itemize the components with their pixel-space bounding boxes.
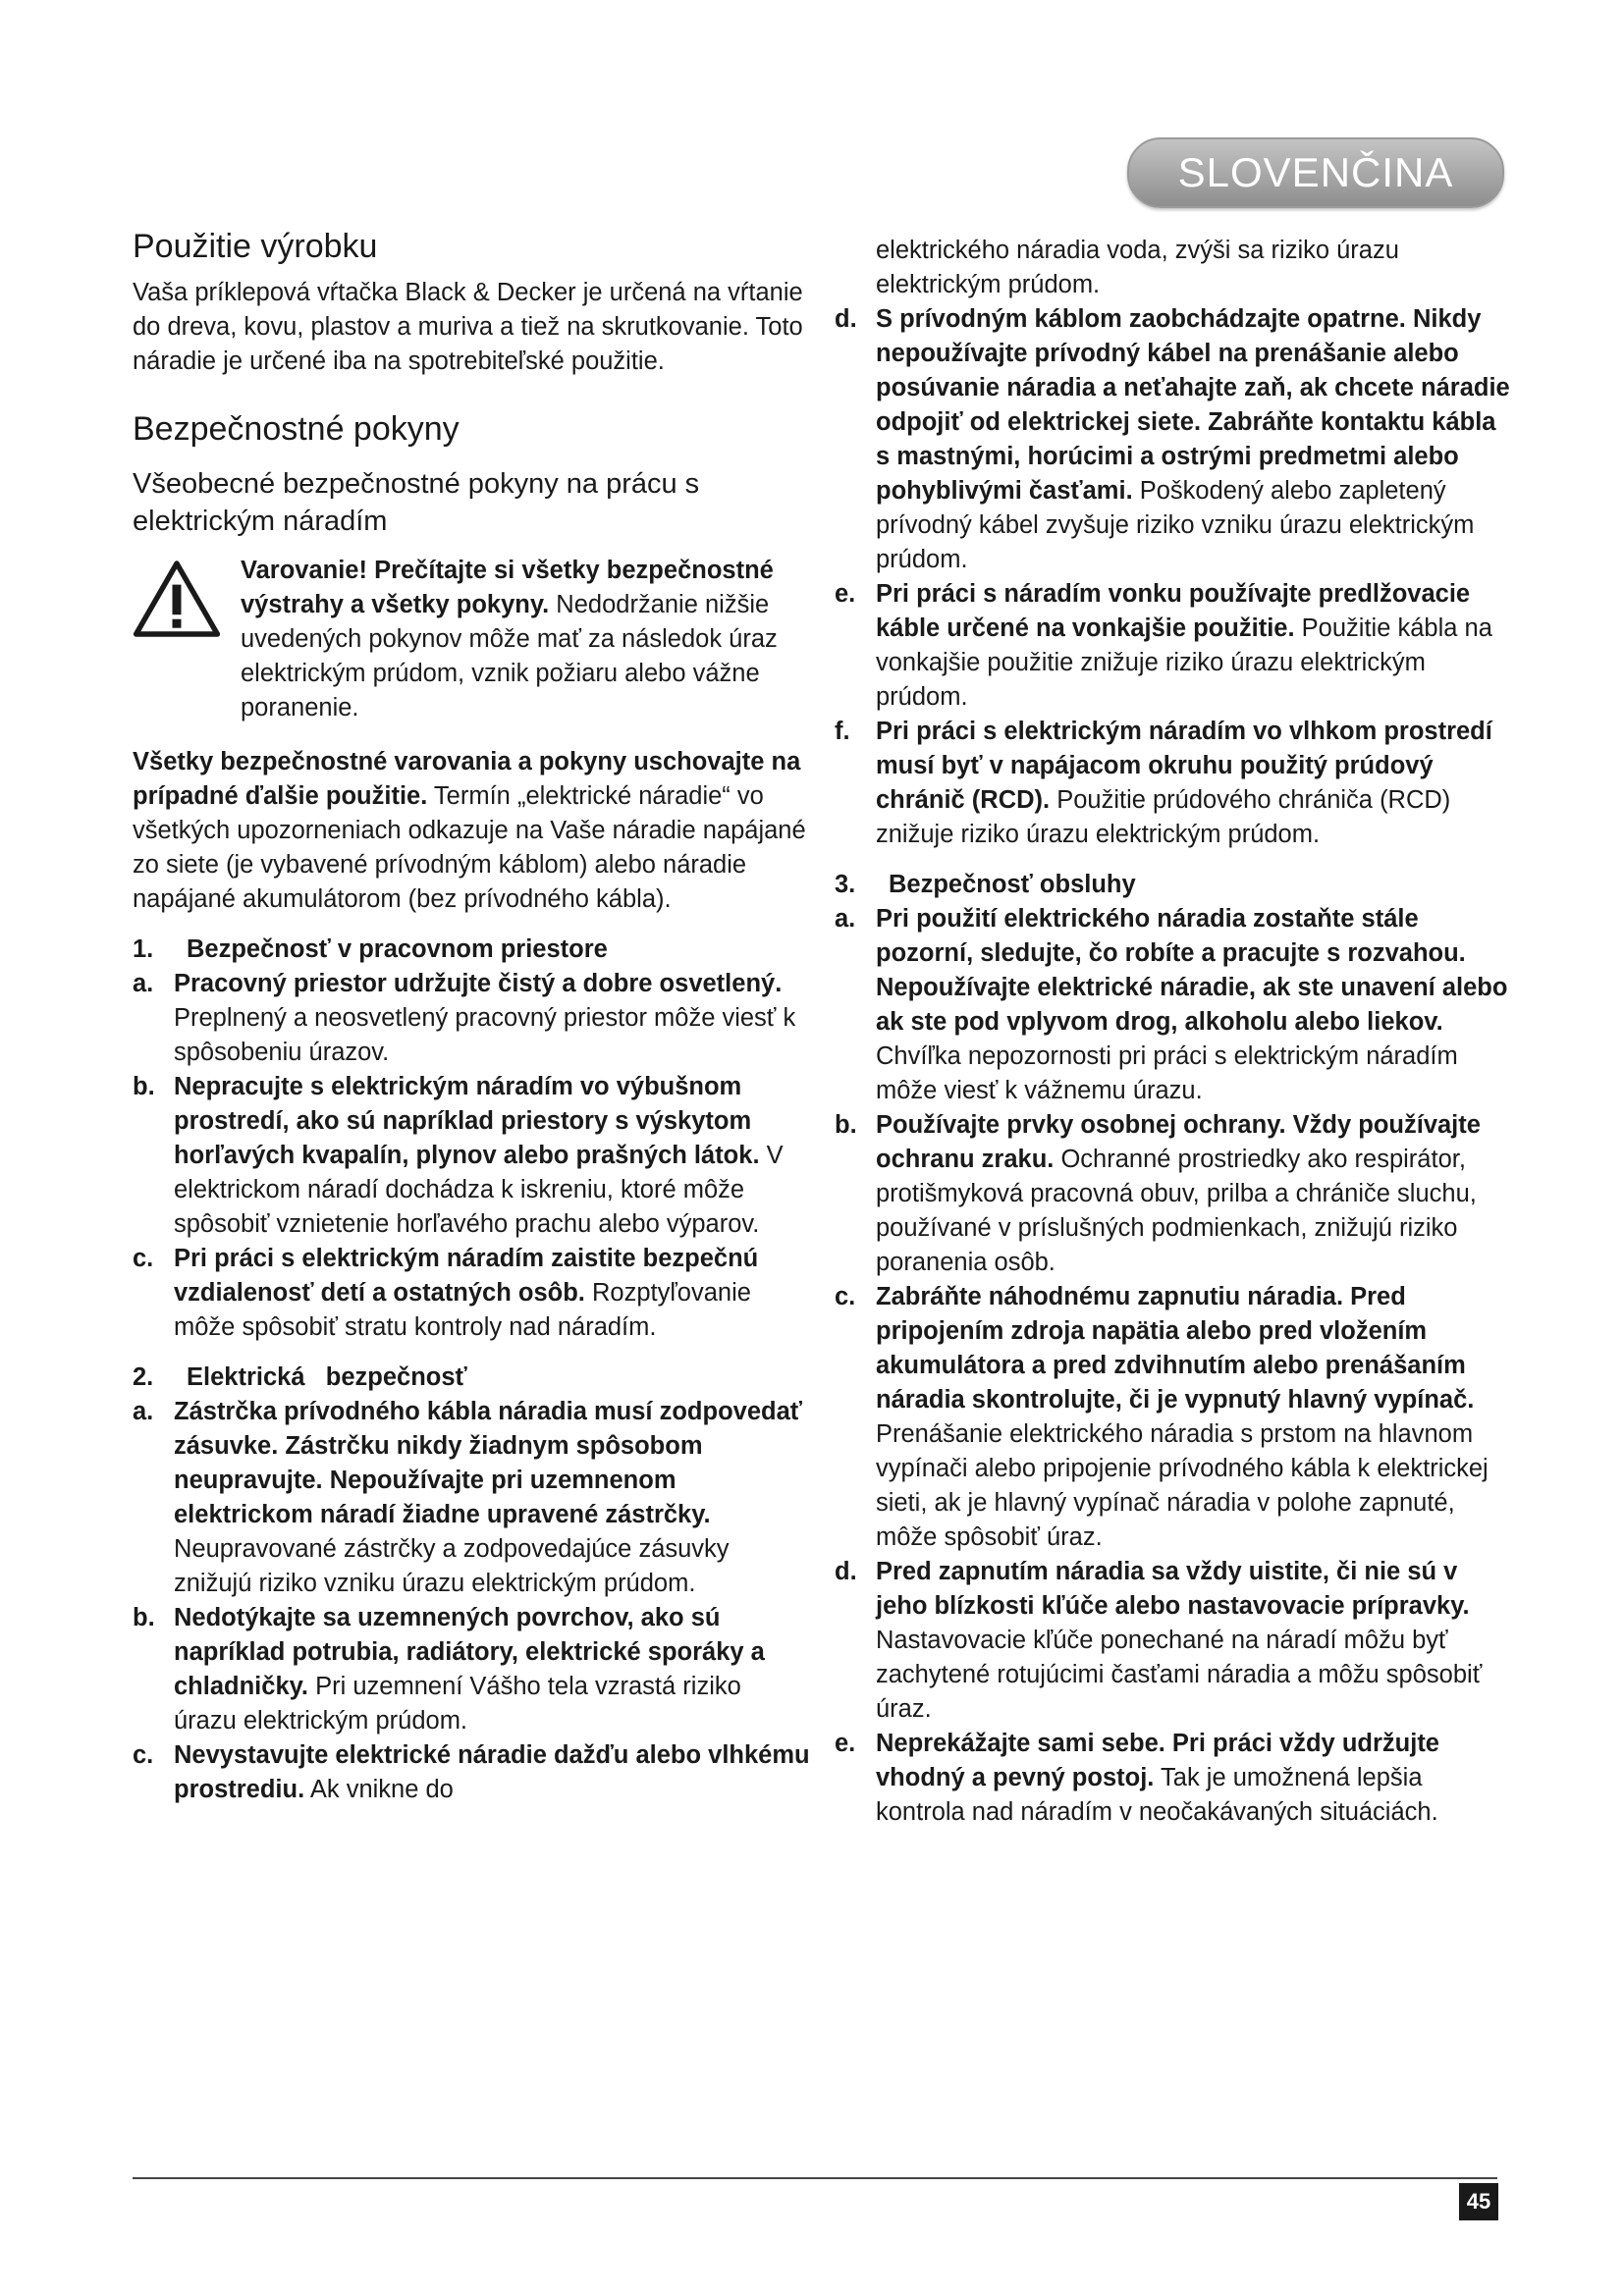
- left-column: [133, 196, 810, 1807]
- section-2-heading: 2. Elektrická bezpečnosť: [133, 1363, 467, 1392]
- list-item: d. Pred zapnutím náradia sa vždy uistite, či nie sú v jeho blízkosti kľúče alebo nastavovacie prípravky. Nastavovacie kľúče ponechané na náradí môžu byť zachytené rotujúcimi časťami náradia a môžu spôsobiť úraz.: [835, 1558, 1483, 1723]
- language-label: SLOVENČINA: [1177, 149, 1454, 195]
- list-item: c. Pri práci s elektrickým náradím zaistite bezpečnú vzdialenosť detí a ostatných osôb. Rozptyľovanie môže spôsobiť stratu kontroly nad náradím.: [133, 1245, 759, 1342]
- list-item: b. Nepracujte s elektrickým náradím vo výbušnom prostredí, ako sú napríklad priestory s výskytom horľavých kvapalín, plynov alebo prašných látok. V elektrickom náradí dochádza k iskreniu, ktoré môže spôsobiť vznietenie horľavého prachu alebo výparov.: [133, 1073, 784, 1239]
- list-item: a. Zástrčka prívodného kábla náradia musí zodpovedať zásuvke. Zástrčku nikdy žiadnym spôsobom neupravujte. Nepoužívajte pri uzemnenom elektrickom náradí žiadne upravené zástrčky. Neupravované zástrčky a zodpovedajúce zásuvky znižujú riziko vzniku úrazu elektrickým prúdom.: [133, 1398, 802, 1598]
- keep-instructions: Všetky bezpečnostné varovania a pokyny uschovajte na prípadné ďalšie použitie. Termín „elektrické náradie“ vo všetkých upozorneniach odkazuje na Vaše náradie napájané zo siete (je vybavené prívodným káblom) alebo náradie napájané akumulátorom (bez prívodného kábla).: [133, 748, 806, 914]
- section-3-heading: 3. Bezpečnosť obsluhy: [835, 871, 1136, 898]
- continued-text: elektrického náradia voda, zvýši sa riziko úrazu elektrickým prúdom.: [876, 237, 1399, 298]
- heading-product-use: Použitie výrobku: [133, 228, 378, 265]
- product-use-text: Vaša príklepová vŕtačka Black & Decker je určená na vŕtanie do dreva, kovu, plastov a muriva a tiež na skrutkovanie. Toto náradie je určené iba na spotrebiteľské použitie.: [133, 279, 803, 375]
- warning-text: Varovanie! Prečítajte si všetky bezpečnostné výstrahy a všetky pokyny. Nedodržanie nižšie uvedených pokynov môže mať za následok úraz elektrickým prúdom, vznik požiaru alebo vážne poranenie.: [241, 557, 778, 722]
- list-item: a. Pracovný priestor udržujte čistý a dobre osvetlený. Preplnený a neosvetlený pracovný priestor môže viesť k spôsobeniu úrazov.: [133, 970, 796, 1067]
- list-item: d. S prívodným káblom zaobchádzajte opatrne. Nikdy nepoužívajte prívodný kábel na prenášanie alebo posúvanie náradia a neťahajte zaň, ak chcete náradie odpojiť od elektrickej siete. Zabráňte kontaktu kábla s mastnými, horúcimi a ostrými predmetmi alebo pohyblivými časťami. Poškodený alebo zapletený prívodný kábel zvyšuje riziko vzniku úrazu elektrickým prúdom.: [835, 305, 1510, 573]
- footer-divider: [133, 2177, 1497, 2179]
- language-badge: [1127, 137, 1504, 208]
- list-item: c. Zabráňte náhodnému zapnutiu náradia. Pred pripojením zdroja napätia alebo pred vložením akumulátora a pred zdvihnutím alebo prenášaním náradia skontrolujte, či je vypnutý hlavný vypínač. Prenášanie elektrického náradia s prstom na hlavnom vypínači alebo pripojenie prívodného kábla k elektrickej sieti, ak je hlavný vypínač náradia v polohe zapnuté, môže spôsobiť úraz.: [835, 1283, 1489, 1551]
- heading-general-safety: Všeobecné bezpečnostné pokyny na prácu s elektrickým náradím: [133, 468, 700, 537]
- heading-safety: Bezpečnostné pokyny: [133, 410, 460, 448]
- warning-triangle-icon: [133, 560, 221, 638]
- list-item: f. Pri práci s elektrickým náradím vo vlhkom prostredí musí byť v napájacom okruhu použitý prúdový chránič (RCD). Použitie prúdového chrániča (RCD) znižuje riziko úrazu elektrickým prúdom.: [835, 718, 1492, 848]
- section-1-heading: 1. Bezpečnosť v pracovnom priestore: [133, 935, 608, 964]
- list-item: b. Používajte prvky osobnej ochrany. Vždy používajte ochranu zraku. Ochranné prostriedky ako respirátor, protišmyková pracovná obuv, prilba a chrániče sluchu, používané v príslušných podmienkach, znižujú riziko poranenia osôb.: [835, 1111, 1481, 1276]
- right-column: [835, 234, 1512, 1830]
- list-item: a. Pri použití elektrického náradia zostaňte stále pozorní, sledujte, čo robíte a pracujte s rozvahou. Nepoužívajte elektrické náradie, ak ste unavení alebo ak ste pod vplyvom drog, alkoholu alebo liekov. Chvíľka nepozornosti pri práci s elektrickým náradím môže viesť k vážnemu úrazu.: [835, 905, 1508, 1104]
- page-number: 45: [1459, 2183, 1498, 2220]
- list-item: e. Pri práci s náradím vonku používajte predlžovacie káble určené na vonkajšie použitie. Použitie kábla na vonkajšie použitie znižuje riziko úrazu elektrickým prúdom.: [835, 580, 1492, 711]
- list-item: b. Nedotýkajte sa uzemnených povrchov, ako sú napríklad potrubia, radiátory, elektrické sporáky a chladničky. Pri uzemnení Vášho tela vzrastá riziko úrazu elektrickým prúdom.: [133, 1604, 765, 1735]
- list-item: c. Nevystavujte elektrické náradie dažďu alebo vlhkému prostrediu. Ak vnikne do: [133, 1741, 810, 1804]
- warning-block: [133, 554, 810, 725]
- list-item: e. Neprekážajte sami sebe. Pri práci vždy udržujte vhodný a pevný postoj. Tak je umožnená lepšia kontrola nad náradím v neočakávaných situáciách.: [835, 1730, 1439, 1826]
